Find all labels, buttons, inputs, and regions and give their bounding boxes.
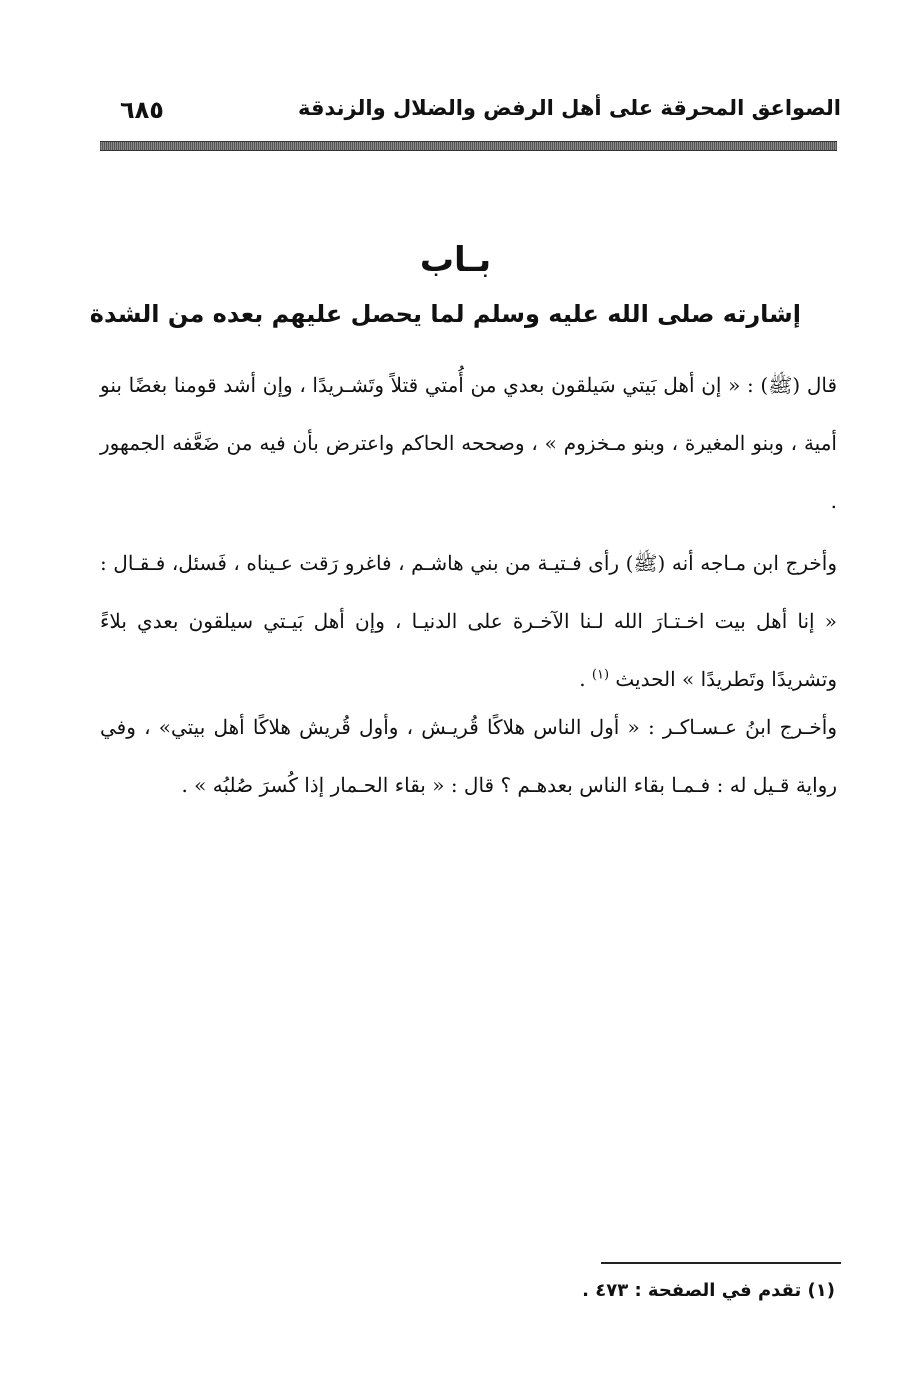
paragraph-1	[100, 356, 837, 530]
footnote-1: (١) تقدم في الصفحة : ٤٧٣ .	[582, 1280, 835, 1301]
paragraph-2-text: وأخرج ابن مـاجه أنه (ﷺ) رأى فـتيـة من بني هاشـم ، فاغرو رَقت عـيناه ، فَسئل، فـقـال : « إنا أهل بيت اخـتـارَ الله لـنا الآخـرة على الدنيـا ، وإن أهل بَيـتي سيلقون بعدي بلاءً وتشريدًا وتَطريدًا » الحديث	[100, 551, 837, 691]
footnote-marker: (١)	[591, 667, 610, 683]
paragraph-3	[100, 698, 837, 814]
paragraph-3-text: وأخـرج ابنُ عـسـاكـر : « أول الناس هلاكًا قُريـش ، وأول قُريش هلاكًا أهل بيتي» ، وفي رواية قـيل له : فـمـا بقاء الناس بعدهـم ؟ قال : « بقاء الحـمار إذا كُسرَ صُلبُه » .	[100, 715, 837, 797]
running-title: الصواعق المحرقة على أهل الرفض والضلال والزندقة	[297, 96, 841, 120]
chapter-title: إشارته صلى الله عليه وسلم لما يحصل عليهم بعده من الشدة	[89, 300, 801, 328]
paragraph-2	[100, 534, 837, 708]
footnote-rule	[601, 1262, 841, 1264]
chapter-label: بـاب	[419, 240, 492, 280]
paragraph-1-text: قال (ﷺ) : « إن أهل بَيتي سَيلقون بعدي من أُمتي قتلاً وتَشـريدًا ، وإن أشد قومنا بغضًا بنو أمية ، وبنو المغيرة ، وبنو مـخزوم » ، وصححه الحاكم واعترض بأن فيه من ضَعَّفه الجمهور .	[100, 373, 837, 513]
paragraph-2-end: .	[579, 667, 592, 691]
header-rule	[100, 141, 837, 151]
page-number: ٦٨٥	[120, 96, 164, 124]
